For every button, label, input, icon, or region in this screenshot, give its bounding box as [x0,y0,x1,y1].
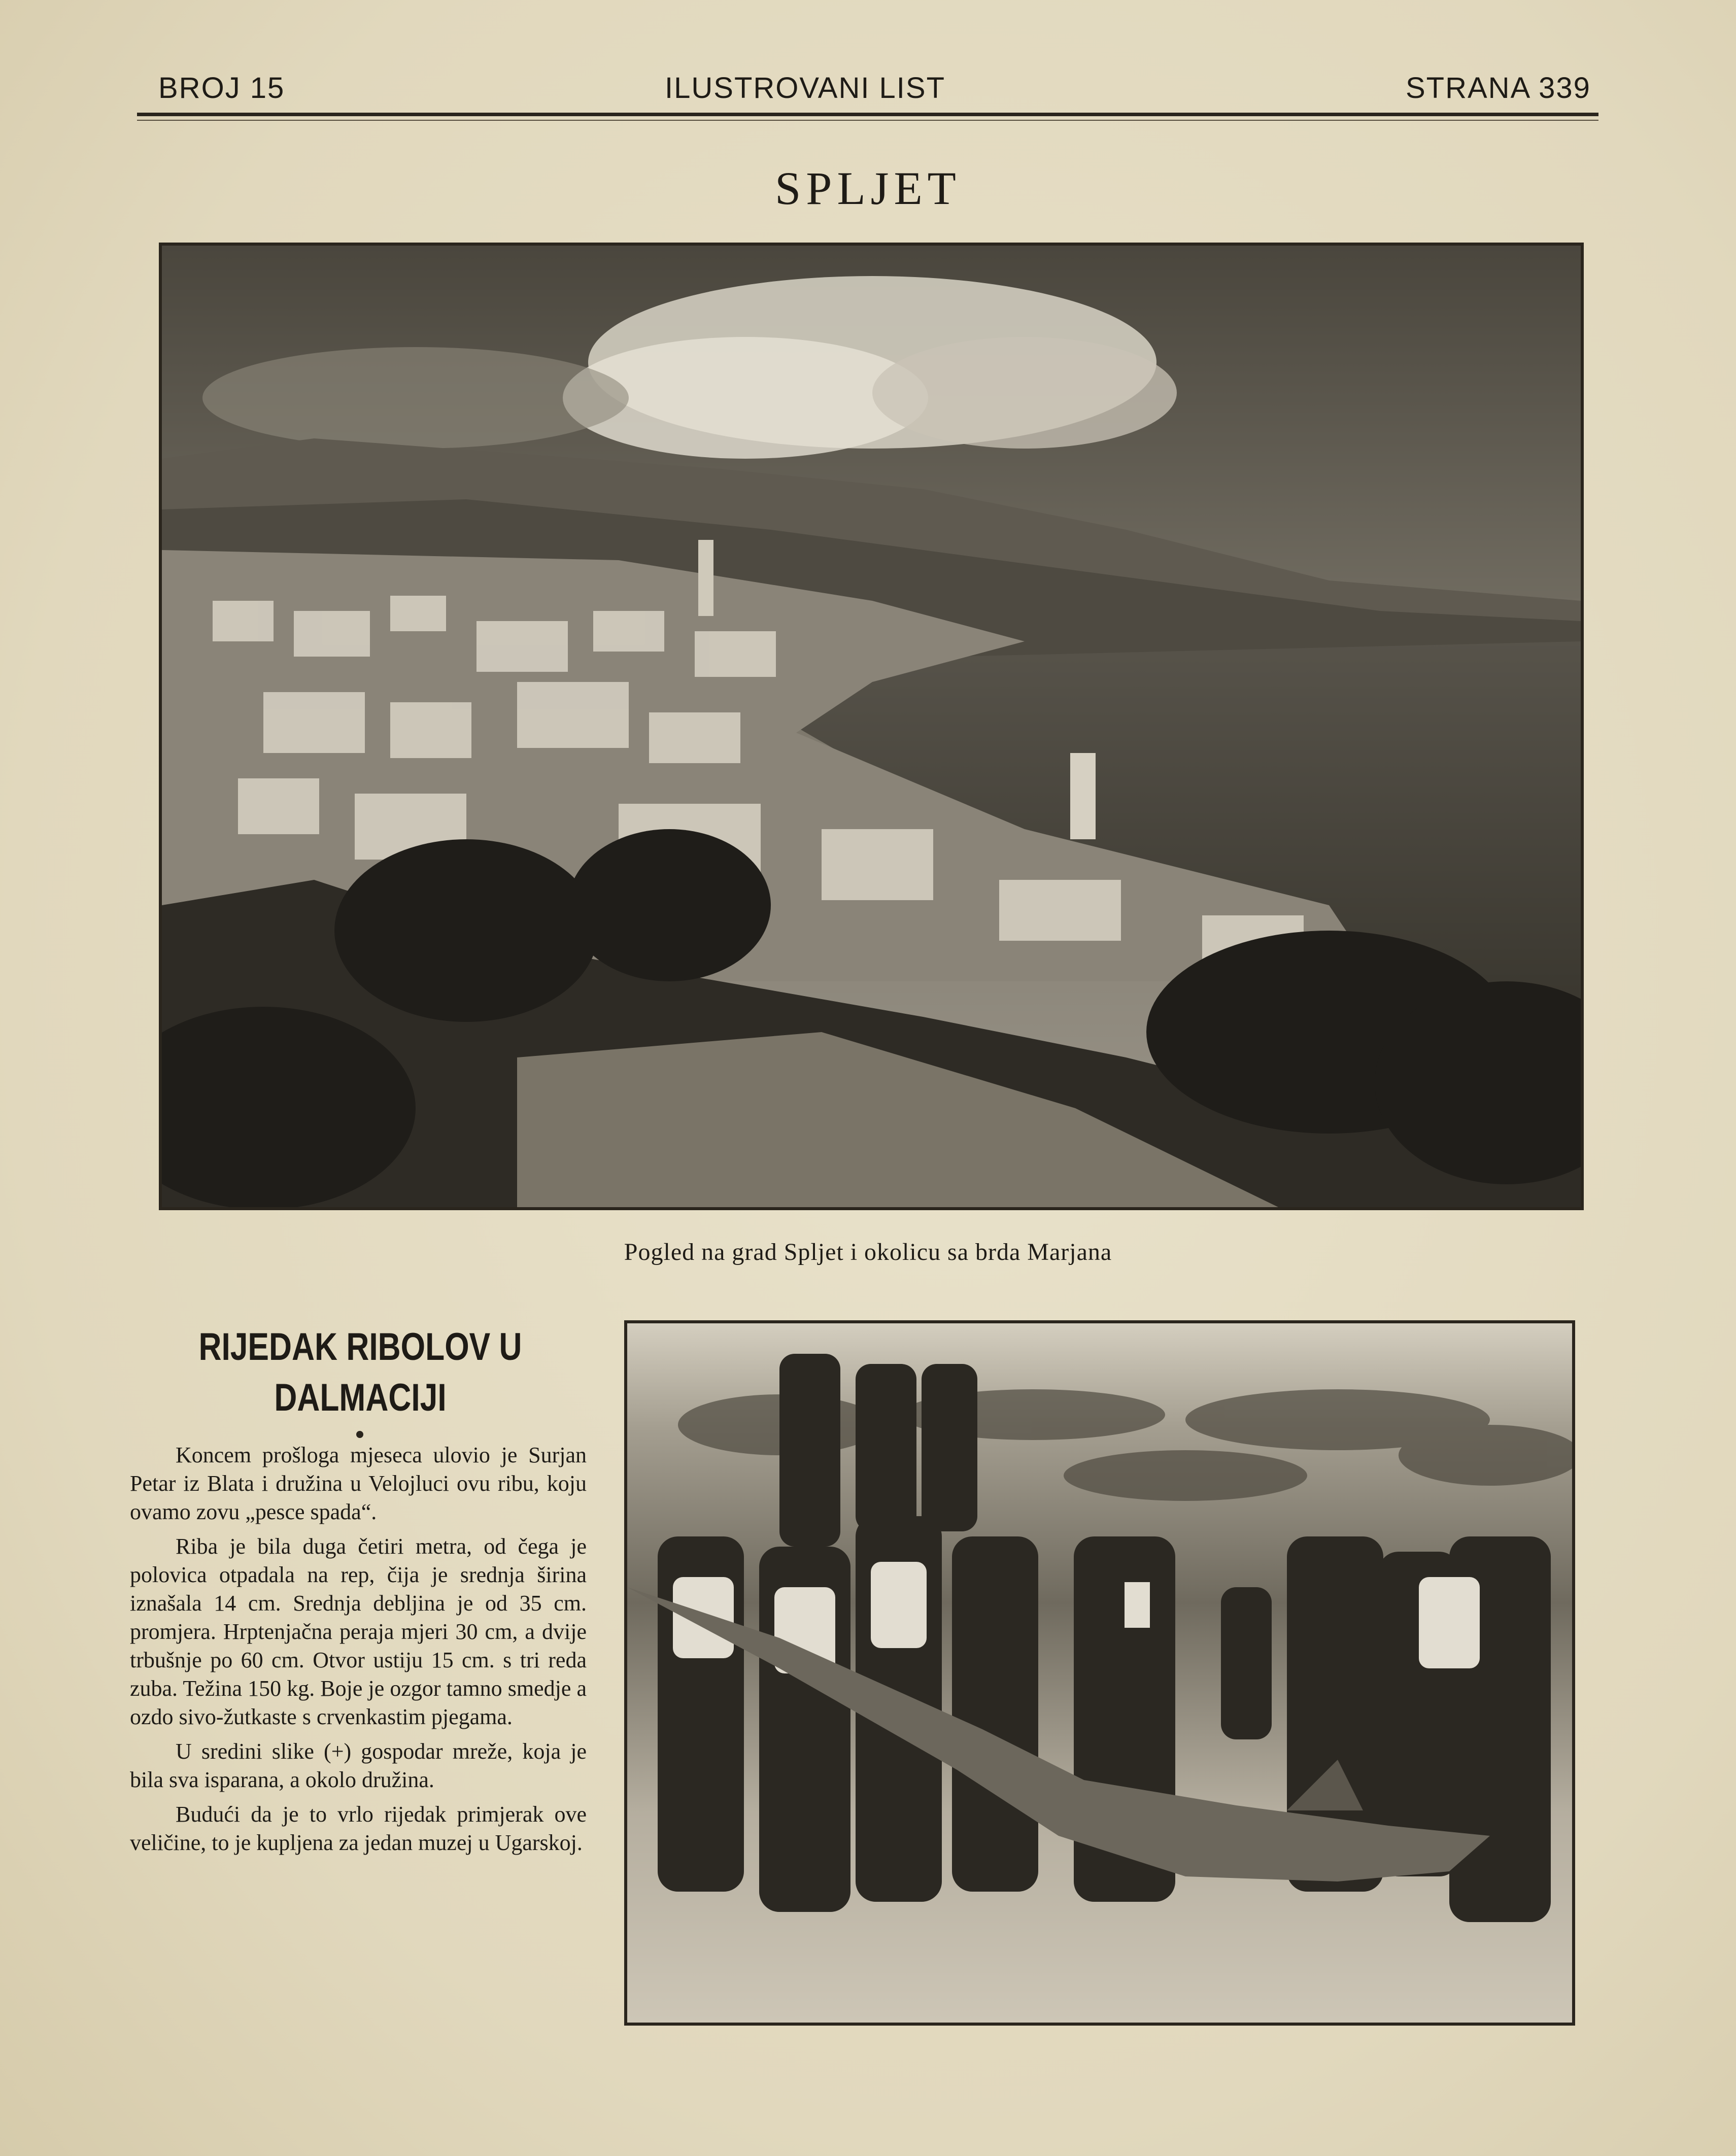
article-paragraph: Budući da je to vrlo rijedak primjerak ove veličine, to je kupljena za jedan muzej u Ugarskoj. [130,1802,587,1855]
article-paragraph: Riba je bila duga četiri metra, od čega je polovica otpadala na rep, čija je srednja širina iznašala 14 cm. Srednja debljina je od 35 cm. promjera. Hrptenjačna peraja mjeri 30 cm, a dvije trbušnje po 60 cm. Otvor ustiju 15 cm. s tri reda zuba. Težina 150 kg. Boje je ozgor tamno smedje a ozdo sivo-žutkaste s crvenkastim pjegama. [130,1534,587,1729]
split-panorama-photo [159,243,1584,1210]
article-paragraph: Koncem prošloga mjeseca ulovio je Surjan Petar iz Blata i družina u Velojluci ovu ribu, koju ovamo zovu „pesce spada“. [130,1443,587,1524]
publication-name: ILUSTROVANI LIST [665,72,946,105]
article-body [130,1441,587,1863]
photo-caption: Pogled na grad Spljet i okolicu sa brda Marjana [624,1239,1112,1265]
header-rule-thin [137,120,1598,121]
split-panorama-image [162,246,1581,1207]
article-title: RIJEDAK RIBOLOV U DALMACIJI [198,1325,522,1419]
issue-number: BROJ 15 [158,72,285,105]
page-number: STRANA 339 [1406,72,1591,105]
header-rule [137,113,1598,116]
fishermen-image [627,1323,1572,2023]
fishermen-photo [624,1320,1575,2026]
article-paragraph: U sredini slike (+) gospodar mreže, koja je bila sva isparana, a okolo družina. [130,1739,587,1792]
title-ornament [356,1431,363,1438]
page-title: SPLJET [775,162,961,214]
